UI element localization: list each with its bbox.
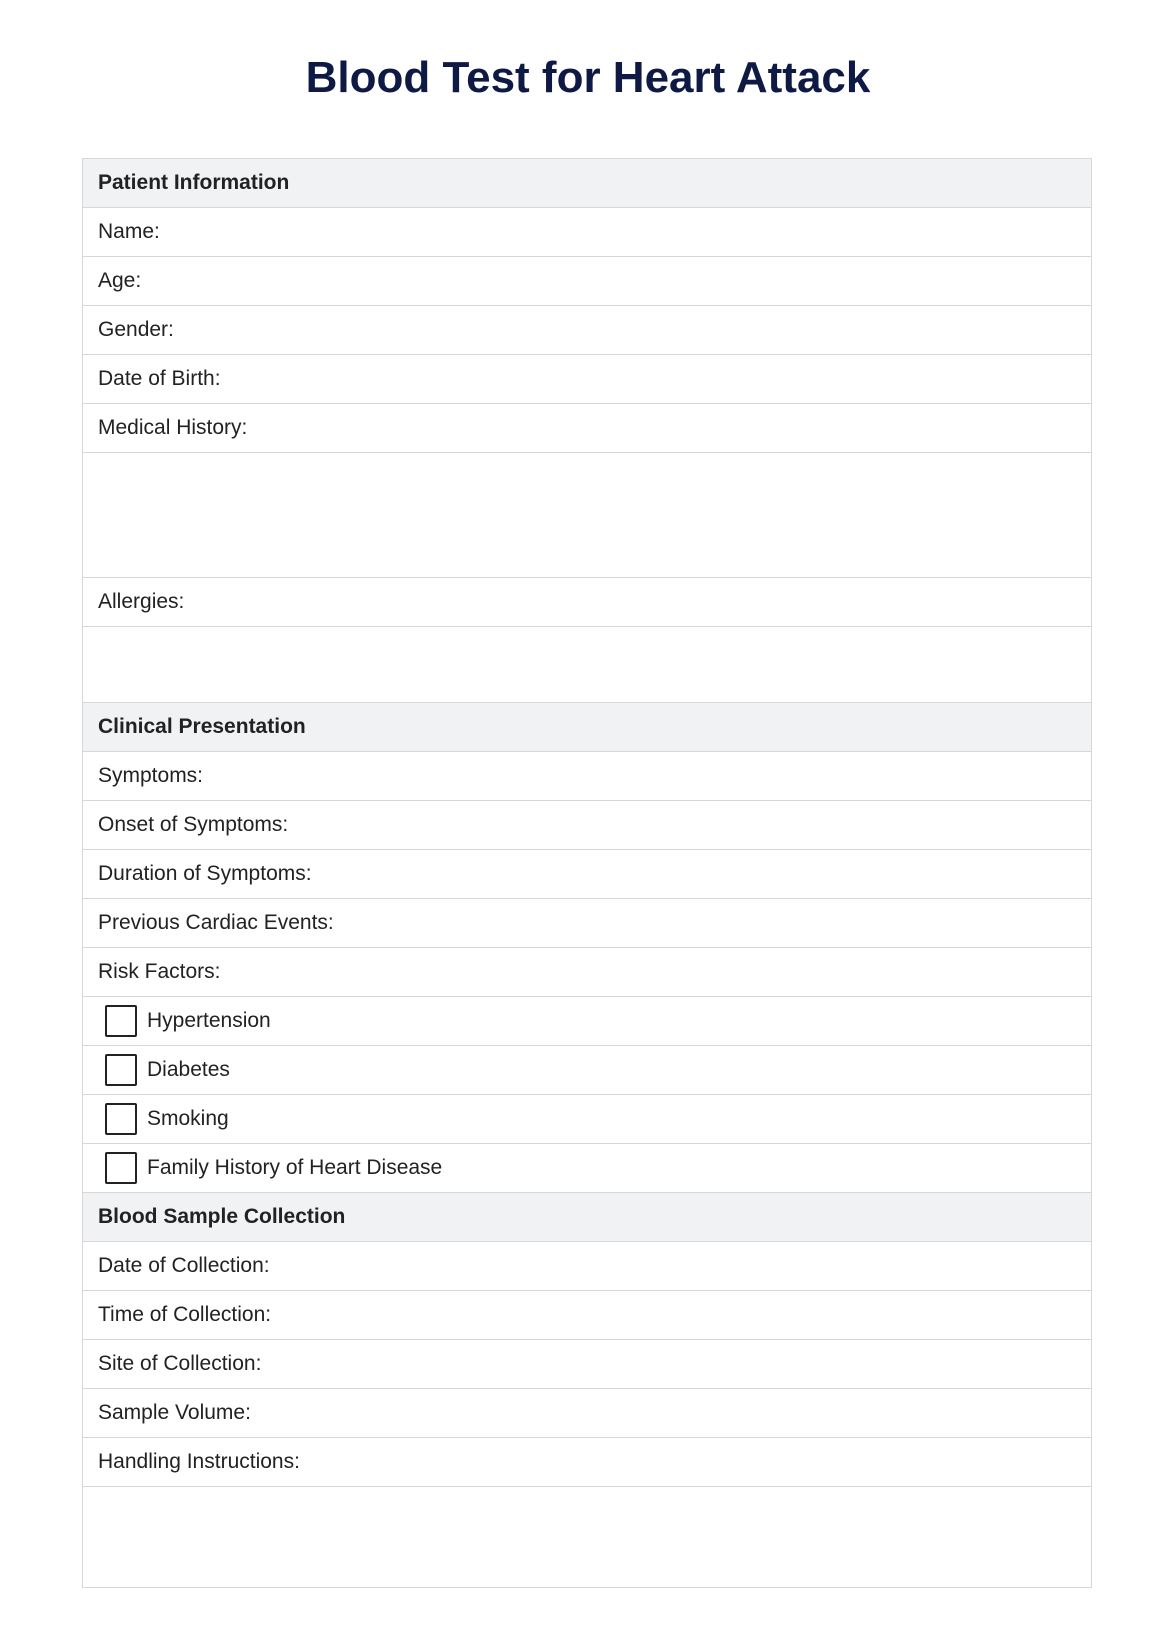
risk-factor-diabetes [83,1046,1091,1095]
duration-of-symptoms-field[interactable] [83,850,1091,899]
gender-label: Gender: [98,318,174,341]
date-of-birth-field[interactable] [83,355,1091,404]
risk-factor-hypertension [83,997,1091,1046]
symptoms-field[interactable] [83,752,1091,801]
smoking-label: Smoking [147,1107,229,1130]
name-label: Name: [98,220,160,243]
duration-of-symptoms-label: Duration of Symptoms: [98,862,312,885]
name-field[interactable] [83,208,1091,257]
site-of-collection-label: Site of Collection: [98,1352,262,1375]
smoking-checkbox[interactable] [105,1103,137,1135]
onset-of-symptoms-field[interactable] [83,801,1091,850]
risk-factors-label: Risk Factors: [98,960,221,983]
medical-history-label: Medical History: [98,416,248,439]
diabetes-checkbox[interactable] [105,1054,137,1086]
diabetes-label: Diabetes [147,1058,230,1081]
previous-cardiac-events-label: Previous Cardiac Events: [98,911,334,934]
allergies-entry-area[interactable] [83,627,1091,703]
handling-instructions-entry-area[interactable] [83,1487,1091,1587]
allergies-label: Allergies: [98,590,185,613]
family-history-checkbox[interactable] [105,1152,137,1184]
medical-history-field[interactable] [83,404,1091,453]
age-field[interactable] [83,257,1091,306]
date-of-collection-label: Date of Collection: [98,1254,270,1277]
section-header-blood-sample-collection: Blood Sample Collection [83,1193,1091,1242]
onset-of-symptoms-label: Onset of Symptoms: [98,813,289,836]
hypertension-checkbox[interactable] [105,1005,137,1037]
handling-instructions-label: Handling Instructions: [98,1450,300,1473]
previous-cardiac-events-field[interactable] [83,899,1091,948]
section-header-clinical-presentation: Clinical Presentation [83,703,1091,752]
page-title: Blood Test for Heart Attack [305,53,871,102]
gender-field[interactable] [83,306,1091,355]
risk-factors-row [83,948,1091,997]
family-history-label: Family History of Heart Disease [147,1156,443,1179]
site-of-collection-field[interactable] [83,1340,1091,1389]
time-of-collection-label: Time of Collection: [98,1303,272,1326]
risk-factor-family-history [83,1144,1091,1193]
symptoms-label: Symptoms: [98,764,204,787]
allergies-field[interactable] [83,578,1091,627]
sample-volume-label: Sample Volume: [98,1401,251,1424]
handling-instructions-field[interactable] [83,1438,1091,1487]
time-of-collection-field[interactable] [83,1291,1091,1340]
age-label: Age: [98,269,142,292]
sample-volume-field[interactable] [83,1389,1091,1438]
date-of-collection-field[interactable] [83,1242,1091,1291]
medical-history-entry-area[interactable] [83,453,1091,578]
form-table [82,158,1092,1588]
hypertension-label: Hypertension [147,1009,271,1032]
section-header-patient-information: Patient Information [83,159,1091,208]
risk-factor-smoking [83,1095,1091,1144]
date-of-birth-label: Date of Birth: [98,367,221,390]
